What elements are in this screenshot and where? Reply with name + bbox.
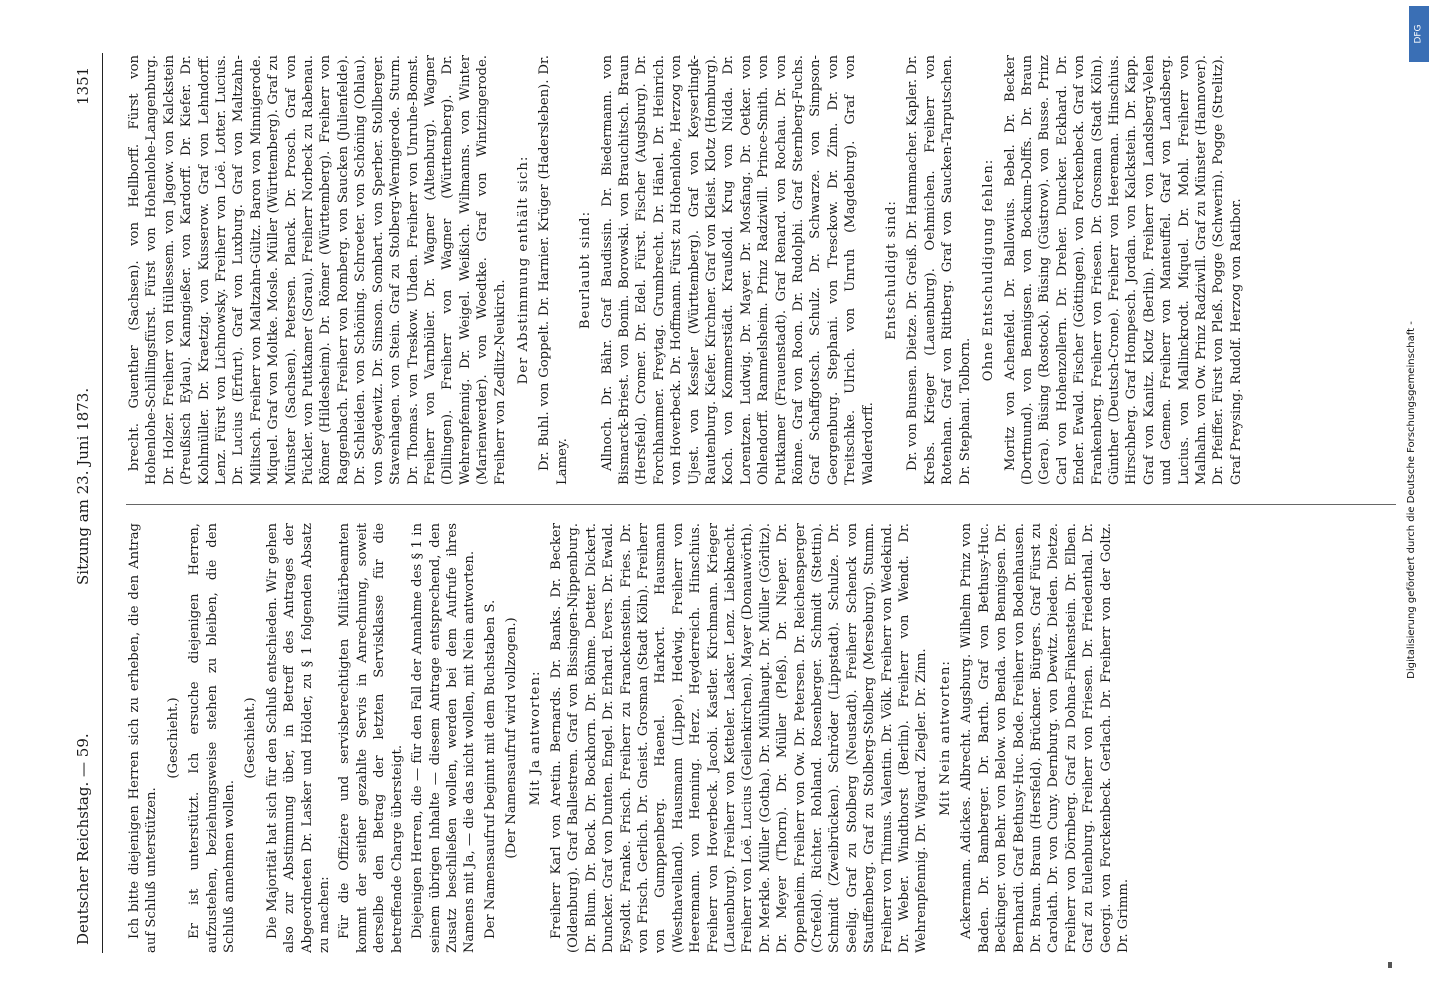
credit-strip bbox=[1406, 0, 1428, 1000]
paragraph: Er ist unterstützt. Ich ersuche diejenigen Herren, aufzustehen, beziehungsweise stehen zu bleiben, die den Schluß annehmen wollen. bbox=[187, 523, 238, 953]
section-heading: Entschuldigt sind: bbox=[884, 200, 900, 340]
right-column bbox=[126, 55, 1406, 485]
section-heading: Ohne Entschuldigung fehlen: bbox=[981, 158, 997, 382]
credit-text: Digitalisierung gefördert durch die Deutsche Forschungsgemeinschaft - bbox=[1406, 321, 1417, 679]
dfg-logo: DFG bbox=[1409, 6, 1429, 62]
rotated-newspaper-page bbox=[56, 40, 1416, 965]
section-heading: Der Abstimmung enthält sich: bbox=[515, 155, 531, 385]
paragraph: Moritz von Achenfeld. Dr. Ballowius. Bebel. Dr. Becker (Dortmund). von Bennigsen. von Bockum-Dolffs. Dr. Braun (Gera). Büsing (Rostock). Büsing (Güstrow). von Busse. Prinz Carl von Hohenzollern. Dr. Dreher. Duncker. Eckhard. Dr. Ender. Ewald. Fischer (Göttingen). von Forckenbeck. Graf von Frankenberg. Freiherr von Friesen. Dr. Grosman (Stadt Köln). Günther (Deutsch-Crone). Freiherr von Heereman. Hinschius. Hirschberg. Graf Hompesch. Jordan. von Kalckstein. Dr. Kapp. Graf von Kanitz. Klotz (Berlin). Freiherr von Landsberg-Velen und Gemen. Freiherr von Manteuffel. Graf von Landsberg. Lucius. von Mallinckrodt. Miquel. Dr. Mohl. Freiherr von Malhahn. von Ow. Prinz Radziwill. Graf zu Münster (Hannover). Dr. Pfeiffer. Fürst von Pleß. Pogge (Schwerin). Pogge (Strelitz). Graf Preysing. Rudolf. Herzog von Ratibor. bbox=[1002, 55, 1244, 485]
page-number: 1351 bbox=[74, 66, 92, 105]
paragraph: Allnoch. Dr. Bähr. Graf Baudissin. Dr. Biedermann. von Bismarck-Briest. von Bonin. Borowski. von Brauchitsch. Braun (Hersfeld). Cromer. Dr. Edel. Fürst. Fischer (Augsburg). Dr. Forchhammer. Freytag. Grumbrecht. Dr. Hänel. Dr. Heinrich. von Hoverbeck. Dr. Hoffmann. Fürst zu Hohenlohe, Herzog von Ujest. von Kessler (Württemberg). Graf von Keyserlingk-Rautenburg. Kiefer. Kirchner. Graf von Kleist. Klotz (Homburg). Koch. von Kommerstädt. Kraußold. Krug von Nidda. Dr. Lorentzen. Ludwig. Dr. Mayer. Dr. Mosfang. Dr. Oetker. von Ohlendorff. Rammelsheim. Prinz Radziwill. Prince-Smith. von Puttkamer (Frauenstadt). Graf Renard. von Rochau. Dr. von Rönne. Graf von Roon. Dr. Rudolphi. Graf Sternberg-Fuchs. Graf Schaffgotsch. Schulz. Dr. Schwarze. von Simpson-Georgenburg. Stephani. von Tresckow. Dr. Zinn. Dr. von Treitschke. Ulrich. von Unruh (Magdeburg). Graf von Walderdorff. bbox=[599, 55, 876, 485]
paragraph: Ich bitte diejenigen Herren sich zu erheben, die den Antrag auf Schluß unterstützen. bbox=[127, 523, 160, 953]
paragraph: Die Majorität hat sich für den Schluß entschieden. Wir gehen also zur Abstimmung über, in Betreff des Antrages der Abgeordneten Dr. Lasker und Hölder, zu § 1 folgenden Absatz zu machen: bbox=[264, 523, 333, 953]
header-rule bbox=[102, 53, 103, 953]
section-heading: Mit Ja antworten: bbox=[527, 670, 543, 806]
scan-mark bbox=[1388, 962, 1392, 968]
stage-direction: (Geschieht.) bbox=[165, 697, 181, 779]
header-left: Deutscher Reichstag. — 59. bbox=[74, 733, 92, 945]
paragraph: Freiherr Karl von Aretin. Bernards. Dr. Banks. Dr. Becker (Oldenburg). Graf Ballestrem. Graf von Bissingen-Nippenburg. Dr. Blum. Dr. Bock. Dr. Bockhorn. Dr. Böhme. Detter. Dickert. Duncker. Graf von Dunten. Engel. Dr. Erhard. Evers. Dr. Ewald. Eysoldt. Franke. Frisch. Freiherr zu Franckenstein. Fries. Dr. von Frisch. Gerlich. Dr. Gneist. Grosman (Stadt Köln). Freiherr von Gumppenberg. Haenel. Harkort. Hausmann (Westhavelland). Hausmann (Lippe). Hedwig. Freiherr von Heeremann. von Henning. Herz. Heyderreich. Hinschius. Freiherr von Hoverbeck. Jacobi. Kastler. Kirchmann. Krieger (Lauenburg). Freiherr von Ketteler. Lasker. Lenz. Liebknecht. Freiherr von Loë. Lucius (Geilenkirchen). Mayer (Donauwörth). Dr. Merkle. Müller (Gotha). Dr. Mühlhaupt. Dr. Müller (Görlitz). Dr. Meyer (Thorn). Dr. Müller (Pleß). Dr. Nieper. Dr. Oppenheim. Freiherr von Ow. Dr. Petersen. Dr. Reichensperger (Crefeld). Richter. Rohland. Rosenberger. Schmidt (Stettin). Schmidt (Zweibrücken). Schröder (Lippstadt). Schulze. Dr. Seelig. Graf zu Stolberg (Neustadt). Freiherr Schenck von Stauffenberg. Graf zu Stolberg-Stolberg (Merseburg). Stumm. Freiherr von Thimus. Valentin. Dr. Völk. Freiherr von Wedekind. Dr. Weber. Windthorst (Berlin). Freiherr von Wendt. Dr. Wehrenpfennig. Dr. Wigard. Ziegler. Dr. Zinn. bbox=[548, 523, 930, 953]
paragraph: Dr. von Bunsen. Dietze. Dr. Greiß. Dr. Hammacher. Kapler. Dr. Krebs. Krieger (Lauenburg). Oehmichen. Freiherr von Rotenhan. Graf von Rittberg. Graf von Saucken-Tarputschen. Dr. Stephani. Tolborn. bbox=[905, 55, 973, 485]
paragraph: Der Namensaufruf beginnt mit dem Buchstaben S. bbox=[482, 599, 498, 939]
left-column bbox=[126, 523, 1406, 953]
paragraph: Diejenigen Herren, die — für den Fall der Annahme des § 1 in seinem übrigen Inhalte — diesem Antrage entsprechend, den Zusatz beschließen wollen, werden bei dem Aufrufe ihres Namens mit Ja, — die das nicht wollen, mit Nein antworten. bbox=[410, 523, 478, 953]
section-heading: Mit Nein antworten: bbox=[937, 660, 953, 816]
column-divider bbox=[126, 504, 1396, 505]
paragraph: Ackermann. Adickes. Albrecht. Augsburg. Wilhelm Prinz von Baden. Dr. Bamberger. Dr. Barth. Graf von Bethusy-Huc. Beckinger. von Behr. von Below. von Benda. von Bennigsen. Dr. Bernhardi. Graf Bethusy-Huc. Bode. Freiherr von Bodenhausen. Dr. Braun. Braun (Hersfeld). Brückner. Bürgers. Graf Fürst zu Carolath. Dr. von Cuny. Dernburg. von Dewitz. Dieden. Dietze. Freiherr von Dörnberg. Graf zu Dohna-Finkenstein. Dr. Elben. Graf zu Eulenburg. Freiherr von Friesen. Dr. Friedenthal. Dr. Georgi. von Forckenbeck. Gerlach. Dr. Freiherr von der Goltz. Dr. Grimm. bbox=[959, 523, 1131, 953]
paragraph: brecht. Guenther (Sachsen). von Hellborff. Fürst von Hohenlohe-Schillingsfürst. Fürst von Hohenlohe-Langenburg. Dr. Holzer. Freiherr von Hüllessem. von Jagow. von Kalckstein (Preußisch Eylau). Kanngießer. von Kardorff. Dr. Kiefer. Dr. Kohlmüller. Dr. Kraetzig. von Kusserow. Graf von Lehndorff. Lenz. Fürst von Lichnowsky. Freiherr von Loë. Lotter. Lucius. Dr. Lucius (Erfurt). Graf von Luxburg. Graf von Maltzahn-Militsch. Freiherr von Maltzahn-Gültz. Baron von Minnigerode. Miquel. Graf von Moltke. Mosle. Müller (Württemberg). Graf zu Münster (Sachsen). Petersen. Planck. Dr. Prosch. Graf von Pückler. von Puttkamer (Sorau). Freiherr Norbeck zu Rabenau. Römer (Hildesheim). Dr. Römer (Württemberg). Freiherr von Raggenbach. Freiherr von Romberg. von Saucken (Julienfelde). Dr. Schleiden. von Schöning. Schroeter. von Schöning (Ohlau). von Seydewitz. Dr. Simson. Sombart. von Sperber. Stollberger. Stavenhagen. von Stein. Graf zu Stolberg-Wernigerode. Sturm. Dr. Thomas. von Treskow. Uhden. Freiherr von Unruhe-Bomst. Freiherr von Varnbüler. Dr. Wagner (Altenburg). Wagner (Dillingen). Freiherr von Wagner (Württemberg). Dr. Wehrenpfennig. Dr. Weigel. Weißich. Wilmanns. von Winter (Marienwerder). von Woedtke. Graf von Wintzingerode. Freiherr von Zedlitz-Neukirch. bbox=[127, 55, 508, 485]
paragraph: Dr. Buhl. von Goppelt. Dr. Harnier. Krüger (Hadersleben). Dr. Lamey. bbox=[537, 55, 570, 485]
stage-direction: (Geschieht.) bbox=[243, 697, 259, 779]
section-heading: Beurlaubt sind: bbox=[578, 210, 594, 330]
stage-direction: (Der Namensaufruf wird vollzogen.) bbox=[504, 617, 520, 859]
paragraph: Für die Offiziere und servisberechtigten Militärbeamten kommt der seither gezahlte Servis in Anrechnung, soweit derselbe den Betrag der letzten Servisklasse für die betreffende Charge übersteigt. bbox=[337, 523, 405, 953]
header-center: Sitzung am 23. Juni 1873. bbox=[74, 387, 92, 585]
